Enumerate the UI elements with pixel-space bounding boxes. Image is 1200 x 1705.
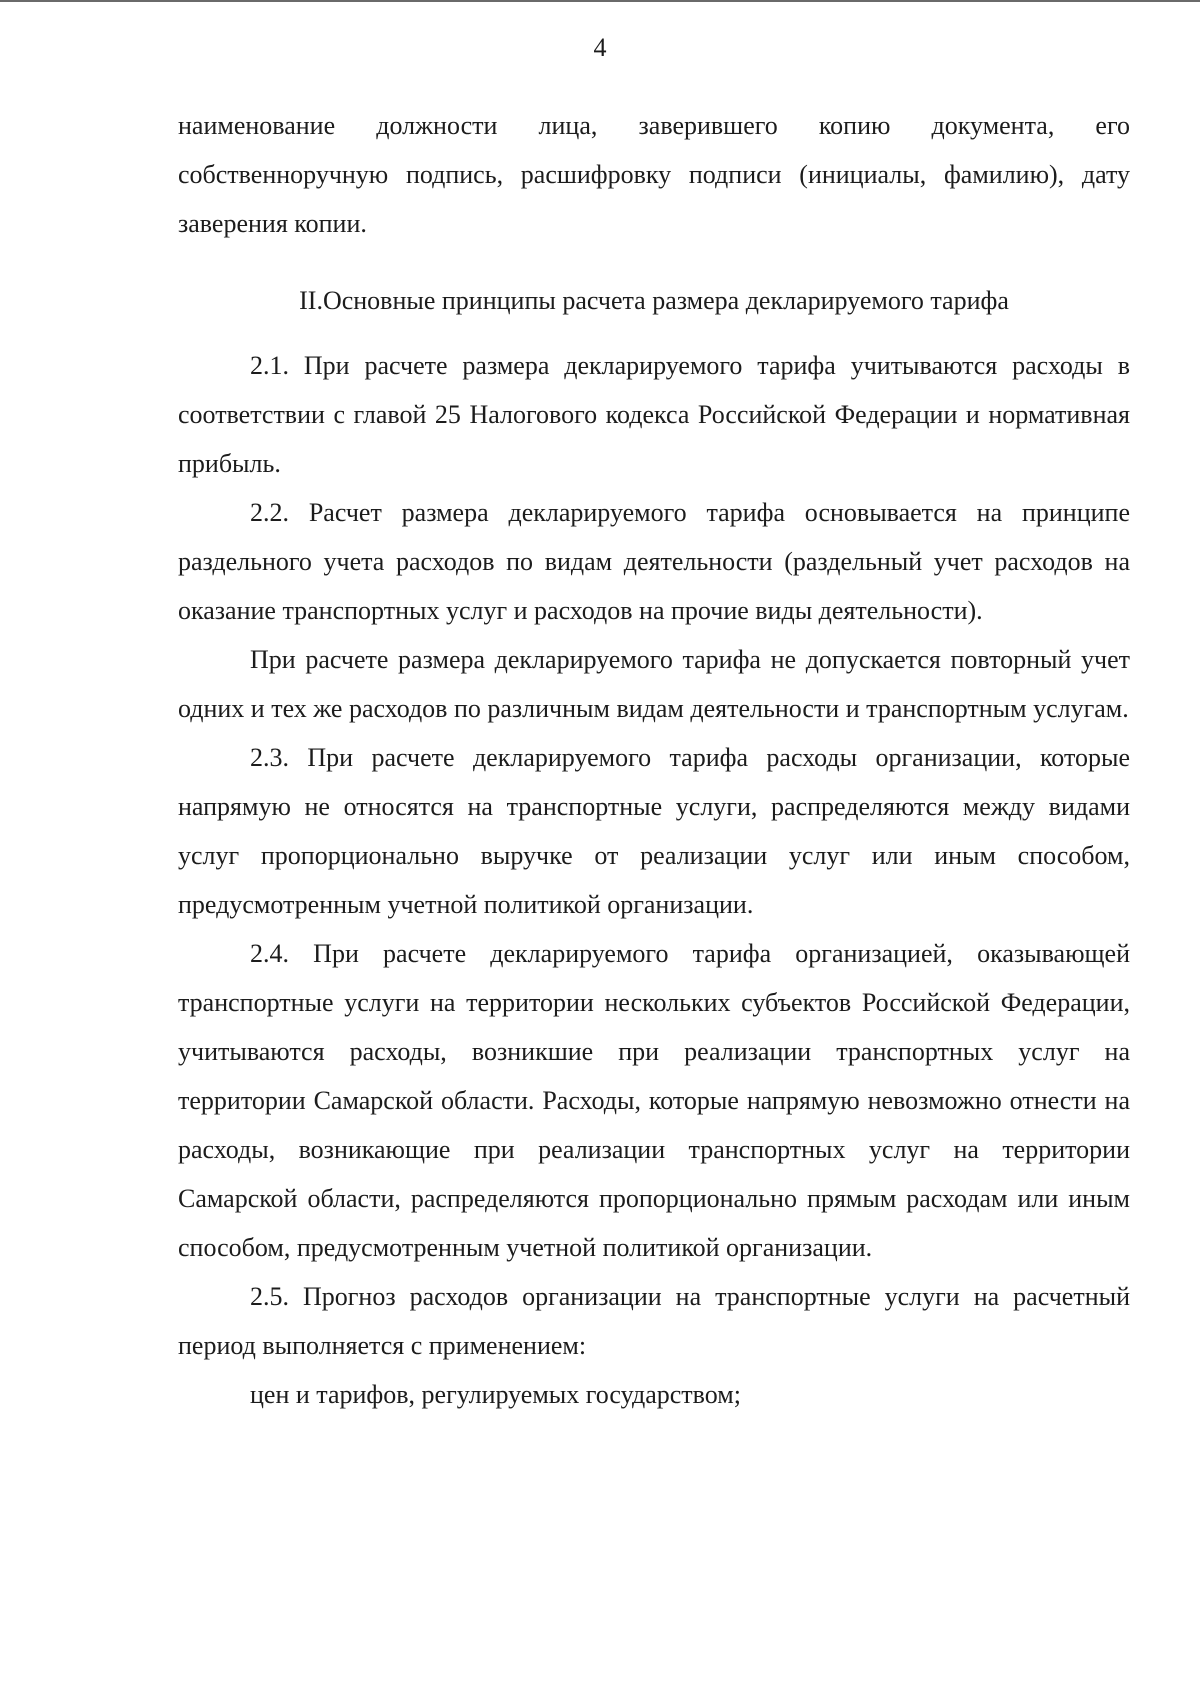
paragraph-2-2: 2.2. Расчет размера декларируемого тарифа основывается на принципе раздельного учета расходов по видам деятельности (раздельный учет расходов на оказание транспортных услуг и расходов на прочие виды деятельности). [178,498,1130,625]
paragraph-2-1: 2.1. При расчете размера декларируемого тарифа учитываются расходы в соответствии с главой 25 Налогового кодекса Российской Федерации и нормативная прибыль. [178,351,1130,478]
section-heading: II.Основные принципы расчета размера декларируемого тарифа [299,286,1009,315]
paragraph-2-2-continued: При расчете размера декларируемого тарифа не допускается повторный учет одних и тех же расходов по различным видам деятельности и транспортным услугам. [178,645,1130,723]
list-item-regulated-prices: цен и тарифов, регулируемых государством; [250,1380,741,1409]
section-paragraphs [178,341,1130,1419]
top-border-line [0,0,1200,2]
intro-paragraph: наименование должности лица, заверившего копию документа, его собственноручную подпись, расшифровку подписи (инициалы, фамилию), дату заверения копии. [178,111,1130,238]
page-number: 4 [593,33,607,62]
paragraph-2-4: 2.4. При расчете декларируемого тарифа организацией, оказывающей транспортные услуги на территории нескольких субъектов Российской Федерации, учитываются расходы, возникшие при реализации транспортных услуг на территории Самарской области. Расходы, которые напрямую невозможно отнести на расходы, возникающие при реализации транспортных услуг на территории Самарской области, распределяются пропорционально прямым расходам или иным способом, предусмотренным учетной политикой организации. [178,939,1130,1262]
paragraph-2-3: 2.3. При расчете декларируемого тарифа расходы организации, которые напрямую не относятся на транспортные услуги, распределяются между видами услуг пропорционально выручке от реализации услуг или иным способом, предусмотренным учетной политикой организации. [178,743,1130,919]
section-block [178,276,1130,325]
paragraph-2-5: 2.5. Прогноз расходов организации на транспортные услуги на расчетный период выполняется с применением: [178,1282,1130,1360]
document-body [178,101,1130,248]
